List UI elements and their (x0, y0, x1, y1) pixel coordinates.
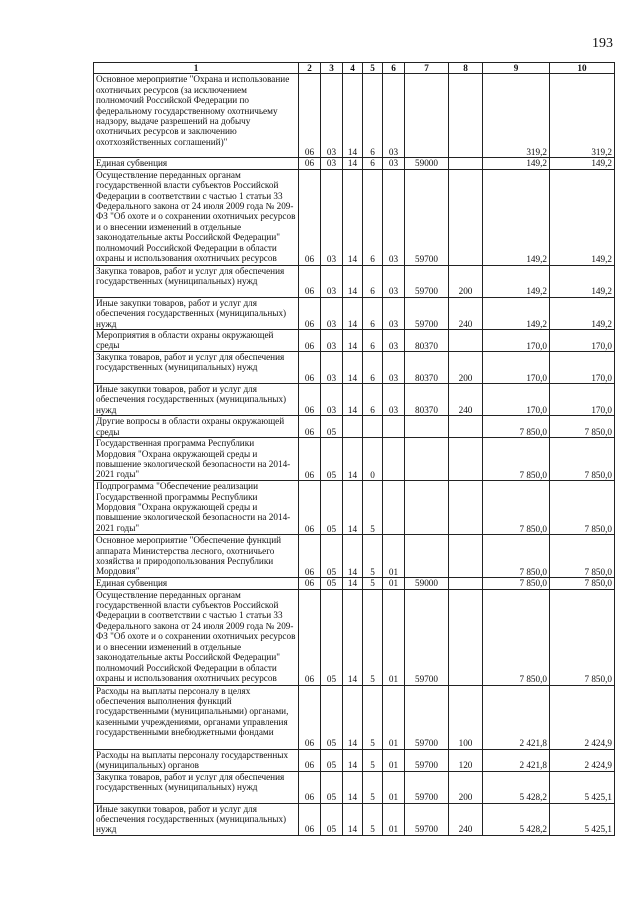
cell-amount-2: 319,2 (550, 74, 615, 158)
table-row (94, 771, 615, 803)
cell-chapter: 06 (299, 169, 321, 265)
cell-amount-1: 2 421,8 (483, 685, 550, 749)
cell-activity: 01 (383, 589, 405, 685)
table-header-row (94, 63, 615, 74)
cell-expense-type (449, 578, 483, 589)
cell-section: 05 (321, 749, 343, 771)
cell-section: 05 (321, 578, 343, 589)
cell-chapter: 06 (299, 297, 321, 329)
cell-amount-2: 2 424,9 (550, 749, 615, 771)
cell-section: 05 (321, 535, 343, 578)
cell-program: 14 (343, 535, 363, 578)
page-number: 193 (592, 36, 613, 51)
cell-amount-1: 7 850,0 (483, 438, 550, 481)
cell-section: 05 (321, 803, 343, 835)
cell-amount-2: 7 850,0 (550, 578, 615, 589)
table-row (94, 352, 615, 384)
cell-program: 14 (343, 749, 363, 771)
cell-amount-1: 7 850,0 (483, 535, 550, 578)
cell-chapter: 06 (299, 535, 321, 578)
cell-subprogram: 5 (363, 771, 383, 803)
row-name: Закупка товаров, работ и услуг для обеспечения государственных (муниципальных) нужд (94, 265, 299, 297)
cell-target-code: 80370 (405, 352, 449, 384)
cell-program: 14 (343, 158, 363, 169)
cell-subprogram: 6 (363, 158, 383, 169)
table-row (94, 803, 615, 835)
cell-target-code: 80370 (405, 384, 449, 416)
cell-activity: 03 (383, 330, 405, 352)
cell-activity: 01 (383, 535, 405, 578)
cell-activity: 01 (383, 685, 405, 749)
cell-chapter: 06 (299, 749, 321, 771)
cell-amount-2: 170,0 (550, 330, 615, 352)
table-row (94, 330, 615, 352)
cell-target-code: 59700 (405, 297, 449, 329)
row-name: Расходы на выплаты персоналу в целях обеспечения выполнения функций государственными (муниципальными) органами, казенными учреждениями, органами управления государственными внебюджетными фондами (94, 685, 299, 749)
cell-amount-2: 149,2 (550, 265, 615, 297)
cell-section: 05 (321, 416, 343, 438)
cell-section: 03 (321, 384, 343, 416)
cell-chapter: 06 (299, 578, 321, 589)
cell-amount-2: 7 850,0 (550, 416, 615, 438)
table-row (94, 74, 615, 158)
row-name: Основное мероприятие "Охрана и использование охотничьих ресурсов (за исключением полномочий Российской Федерации по федеральному государственному охотничьему надзору, выдаче разрешений на добычу охотничьих ресурсов и заключению охотхозяйственных соглашений)" (94, 74, 299, 158)
cell-expense-type (449, 169, 483, 265)
row-name: Основное мероприятие "Обеспечение функций аппарата Министерства лесного, охотничьего хозяйства и природопользования Республики Мордовия" (94, 535, 299, 578)
cell-target-code (405, 535, 449, 578)
cell-subprogram: 6 (363, 384, 383, 416)
cell-activity: 03 (383, 297, 405, 329)
cell-target-code (405, 481, 449, 535)
cell-amount-2: 149,2 (550, 169, 615, 265)
cell-amount-2: 7 850,0 (550, 589, 615, 685)
cell-program (343, 416, 363, 438)
table-row (94, 535, 615, 578)
column-header: 4 (343, 63, 363, 74)
column-header: 10 (550, 63, 615, 74)
cell-expense-type (449, 330, 483, 352)
cell-target-code: 59700 (405, 685, 449, 749)
cell-expense-type: 200 (449, 771, 483, 803)
cell-amount-1: 7 850,0 (483, 589, 550, 685)
cell-section: 03 (321, 265, 343, 297)
cell-amount-2: 149,2 (550, 158, 615, 169)
cell-target-code: 59700 (405, 803, 449, 835)
row-name: Подпрограмма "Обеспечение реализации Государственной программы Республики Мордовия "Охрана окружающей среды и повышение экологической безопасности на 2014-2021 годы" (94, 481, 299, 535)
cell-expense-type (449, 74, 483, 158)
cell-expense-type: 100 (449, 685, 483, 749)
cell-program: 14 (343, 685, 363, 749)
cell-target-code: 59700 (405, 589, 449, 685)
cell-subprogram: 5 (363, 578, 383, 589)
cell-subprogram (363, 416, 383, 438)
cell-subprogram: 5 (363, 589, 383, 685)
cell-expense-type: 200 (449, 265, 483, 297)
cell-amount-2: 170,0 (550, 384, 615, 416)
cell-chapter: 06 (299, 330, 321, 352)
cell-chapter: 06 (299, 416, 321, 438)
cell-amount-1: 149,2 (483, 265, 550, 297)
cell-amount-2: 7 850,0 (550, 535, 615, 578)
row-name: Расходы на выплаты персоналу государственных (муниципальных) органов (94, 749, 299, 771)
cell-expense-type (449, 438, 483, 481)
cell-subprogram: 6 (363, 297, 383, 329)
cell-program: 14 (343, 771, 363, 803)
cell-subprogram: 5 (363, 481, 383, 535)
cell-section: 05 (321, 685, 343, 749)
cell-amount-1: 170,0 (483, 384, 550, 416)
cell-expense-type: 240 (449, 384, 483, 416)
cell-activity: 03 (383, 158, 405, 169)
cell-amount-2: 5 425,1 (550, 771, 615, 803)
cell-program: 14 (343, 384, 363, 416)
cell-activity: 03 (383, 74, 405, 158)
cell-expense-type (449, 535, 483, 578)
row-name: Закупка товаров, работ и услуг для обеспечения государственных (муниципальных) нужд (94, 771, 299, 803)
cell-expense-type (449, 416, 483, 438)
cell-expense-type: 200 (449, 352, 483, 384)
cell-target-code (405, 74, 449, 158)
column-header: 8 (449, 63, 483, 74)
column-header: 2 (299, 63, 321, 74)
cell-chapter: 06 (299, 74, 321, 158)
cell-activity: 01 (383, 771, 405, 803)
cell-chapter: 06 (299, 384, 321, 416)
cell-expense-type: 240 (449, 803, 483, 835)
cell-program: 14 (343, 438, 363, 481)
row-name: Другие вопросы в области охраны окружающей среды (94, 416, 299, 438)
cell-chapter: 06 (299, 481, 321, 535)
cell-subprogram: 6 (363, 265, 383, 297)
table-row (94, 438, 615, 481)
cell-amount-1: 5 428,2 (483, 771, 550, 803)
cell-subprogram: 6 (363, 74, 383, 158)
row-name: Осуществление переданных органам государственной власти субъектов Российской Федерации в соответствии с частью 1 статьи 33 Федерального закона от 24 июля 2009 года № 209-ФЗ "Об охоте и о сохранении охотничьих ресурсов и о внесении изменений в отдельные законодательные акты Российской Федерации" полномочий Российской Федерации в области охраны и использования охотничьих ресурсов (94, 169, 299, 265)
row-name: Государственная программа Республики Мордовия "Охрана окружающей среды и повышение экологической безопасности на 2014-2021 годы" (94, 438, 299, 481)
table-row (94, 384, 615, 416)
cell-subprogram: 5 (363, 685, 383, 749)
cell-chapter: 06 (299, 158, 321, 169)
cell-amount-1: 170,0 (483, 330, 550, 352)
column-header: 1 (94, 63, 299, 74)
cell-subprogram: 6 (363, 352, 383, 384)
cell-amount-2: 2 424,9 (550, 685, 615, 749)
cell-program: 14 (343, 578, 363, 589)
cell-expense-type: 120 (449, 749, 483, 771)
cell-program: 14 (343, 803, 363, 835)
cell-amount-2: 170,0 (550, 352, 615, 384)
cell-section: 03 (321, 158, 343, 169)
cell-subprogram: 5 (363, 535, 383, 578)
cell-activity (383, 438, 405, 481)
cell-amount-1: 319,2 (483, 74, 550, 158)
cell-activity: 01 (383, 803, 405, 835)
cell-chapter: 06 (299, 685, 321, 749)
cell-activity: 01 (383, 749, 405, 771)
cell-program: 14 (343, 265, 363, 297)
table-row (94, 169, 615, 265)
row-name: Единая субвенция (94, 578, 299, 589)
cell-amount-1: 149,2 (483, 297, 550, 329)
cell-subprogram: 6 (363, 330, 383, 352)
table-row (94, 578, 615, 589)
cell-expense-type (449, 589, 483, 685)
table-row (94, 685, 615, 749)
cell-program: 14 (343, 352, 363, 384)
row-name: Мероприятия в области охраны окружающей среды (94, 330, 299, 352)
cell-program: 14 (343, 481, 363, 535)
column-header: 5 (363, 63, 383, 74)
cell-activity: 03 (383, 384, 405, 416)
cell-amount-1: 170,0 (483, 352, 550, 384)
cell-target-code: 59700 (405, 265, 449, 297)
cell-chapter: 06 (299, 438, 321, 481)
cell-amount-1: 7 850,0 (483, 416, 550, 438)
cell-amount-2: 7 850,0 (550, 438, 615, 481)
cell-target-code: 80370 (405, 330, 449, 352)
table-row (94, 265, 615, 297)
row-name: Осуществление переданных органам государственной власти субъектов Российской Федерации в соответствии с частью 1 статьи 33 Федерального закона от 24 июля 2009 года № 209-ФЗ "Об охоте и о сохранении охотничьих ресурсов и о внесении изменений в отдельные законодательные акты Российской Федерации" полномочий Российской Федерации в области охраны и использования охотничьих ресурсов (94, 589, 299, 685)
column-header: 3 (321, 63, 343, 74)
cell-target-code: 59000 (405, 578, 449, 589)
cell-program: 14 (343, 74, 363, 158)
cell-expense-type (449, 158, 483, 169)
cell-subprogram: 6 (363, 169, 383, 265)
column-header: 7 (405, 63, 449, 74)
column-header: 9 (483, 63, 550, 74)
cell-chapter: 06 (299, 589, 321, 685)
row-name: Иные закупки товаров, работ и услуг для обеспечения государственных (муниципальных) нужд (94, 297, 299, 329)
cell-amount-2: 7 850,0 (550, 481, 615, 535)
cell-subprogram: 0 (363, 438, 383, 481)
cell-section: 05 (321, 481, 343, 535)
cell-amount-1: 5 428,2 (483, 803, 550, 835)
budget-table (93, 62, 615, 836)
cell-target-code: 59700 (405, 169, 449, 265)
cell-target-code: 59700 (405, 749, 449, 771)
cell-amount-1: 7 850,0 (483, 481, 550, 535)
cell-program: 14 (343, 297, 363, 329)
row-name: Иные закупки товаров, работ и услуг для обеспечения государственных (муниципальных) нужд (94, 803, 299, 835)
cell-activity: 03 (383, 169, 405, 265)
cell-section: 05 (321, 771, 343, 803)
cell-subprogram: 5 (363, 749, 383, 771)
cell-section: 05 (321, 589, 343, 685)
cell-chapter: 06 (299, 352, 321, 384)
row-name: Иные закупки товаров, работ и услуг для обеспечения государственных (муниципальных) нужд (94, 384, 299, 416)
row-name: Единая субвенция (94, 158, 299, 169)
cell-amount-1: 149,2 (483, 169, 550, 265)
cell-program: 14 (343, 169, 363, 265)
cell-target-code (405, 416, 449, 438)
cell-program: 14 (343, 330, 363, 352)
cell-target-code: 59000 (405, 158, 449, 169)
cell-section: 03 (321, 169, 343, 265)
table-row (94, 297, 615, 329)
column-header: 6 (383, 63, 405, 74)
cell-activity: 03 (383, 352, 405, 384)
cell-activity: 03 (383, 265, 405, 297)
table-row (94, 158, 615, 169)
cell-amount-1: 149,2 (483, 158, 550, 169)
cell-section: 03 (321, 297, 343, 329)
cell-section: 03 (321, 352, 343, 384)
table-row (94, 749, 615, 771)
cell-activity (383, 416, 405, 438)
row-name: Закупка товаров, работ и услуг для обеспечения государственных (муниципальных) нужд (94, 352, 299, 384)
cell-target-code: 59700 (405, 771, 449, 803)
cell-target-code (405, 438, 449, 481)
table-row (94, 416, 615, 438)
cell-expense-type: 240 (449, 297, 483, 329)
cell-chapter: 06 (299, 771, 321, 803)
cell-activity (383, 481, 405, 535)
cell-activity: 01 (383, 578, 405, 589)
table-row (94, 589, 615, 685)
cell-section: 03 (321, 74, 343, 158)
cell-section: 03 (321, 330, 343, 352)
cell-amount-2: 149,2 (550, 297, 615, 329)
cell-program: 14 (343, 589, 363, 685)
cell-chapter: 06 (299, 265, 321, 297)
cell-subprogram: 5 (363, 803, 383, 835)
cell-chapter: 06 (299, 803, 321, 835)
table-row (94, 481, 615, 535)
cell-section: 05 (321, 438, 343, 481)
cell-expense-type (449, 481, 483, 535)
cell-amount-1: 2 421,8 (483, 749, 550, 771)
cell-amount-2: 5 425,1 (550, 803, 615, 835)
cell-amount-1: 7 850,0 (483, 578, 550, 589)
